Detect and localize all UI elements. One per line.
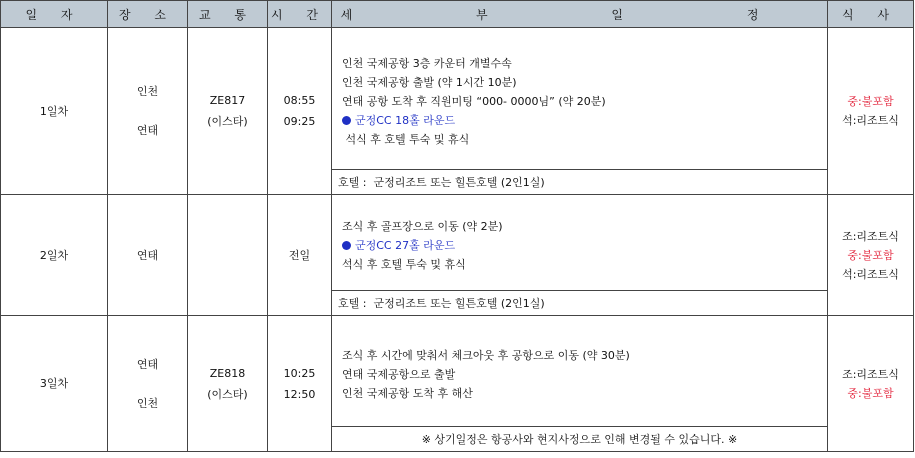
meal-cell	[828, 195, 914, 316]
transport-cell-line: ZE818	[209, 366, 246, 380]
schedule-item	[342, 365, 817, 384]
schedule-lines	[332, 195, 827, 291]
meal-item: 조:리조트식	[842, 229, 899, 243]
header-time: 시 간	[268, 1, 332, 28]
bullet-dot-icon	[342, 241, 351, 250]
place-cell-line: 인천	[136, 396, 159, 410]
hotel-row	[332, 291, 827, 316]
schedule-item	[342, 130, 817, 149]
schedule-item-text: 군정CC 27홀 라운드	[355, 239, 456, 252]
schedule-lines-row	[332, 28, 827, 170]
schedule-item-text: 군정CC 18홀 라운드	[355, 114, 456, 127]
time-cell-line: 전일	[288, 248, 311, 262]
schedule-item	[342, 73, 817, 92]
header-place: 장 소	[108, 1, 188, 28]
schedule-item-text: 인천 국제공항 출발 (약 1시간 10분)	[342, 76, 517, 89]
day-label: 2일차	[1, 195, 108, 316]
schedule-item-text: 조식 후 시간에 맞춰서 체크아웃 후 공항으로 이동 (약 30분)	[342, 348, 630, 362]
header-meal: 식 사	[828, 1, 914, 28]
transport-cell-line: (이스타)	[207, 115, 248, 128]
schedule-lines-row	[332, 195, 827, 291]
bullet-dot-icon	[342, 116, 351, 125]
schedule-item-text: 조식 후 골프장으로 이동 (약 2분)	[342, 220, 503, 233]
header-transport: 교 통	[188, 1, 268, 28]
schedule-item	[342, 54, 817, 73]
meal-item: 조:리조트식	[842, 367, 899, 381]
schedule-item	[342, 92, 817, 111]
day-row	[1, 316, 914, 452]
time-cell	[268, 28, 332, 195]
golf-round-item	[342, 111, 817, 130]
meal-cell	[828, 28, 914, 195]
schedule-inner	[332, 316, 827, 451]
itinerary-notice: ※ 상기일정은 항공사와 현지사정으로 인해 변경될 수 있습니다. ※	[332, 427, 827, 452]
schedule-item	[342, 346, 817, 365]
schedule-item-text: 석식 후 호텔 투숙 및 휴식	[342, 133, 470, 146]
golf-round-item	[342, 236, 817, 255]
schedule-cell	[332, 195, 828, 316]
meal-item: 석:리조트식	[842, 114, 899, 127]
schedule-item	[342, 384, 817, 403]
hotel-info: 호텔 : 군정리조트 또는 힐튼호텔 (2인1실)	[332, 291, 827, 316]
schedule-inner	[332, 195, 827, 315]
place-cell-line: 연태	[136, 357, 159, 371]
note-row	[332, 427, 827, 452]
transport-cell	[188, 316, 268, 452]
schedule-item-text: 연태 공항 도착 후 직원미팅 “000- 0000님” (약 20분)	[342, 95, 606, 108]
place-cell-line: 연태	[136, 124, 159, 137]
place-cell-line: 인천	[136, 85, 159, 98]
header-schedule: 세 부 일 정	[332, 1, 828, 28]
schedule-lines-row	[332, 316, 827, 427]
day-row	[1, 28, 914, 195]
schedule-cell	[332, 28, 828, 195]
schedule-item-text: 인천 국제공항 3층 카운터 개별수속	[342, 57, 512, 70]
hotel-info: 호텔 : 군정리조트 또는 힐튼호텔 (2인1실)	[332, 170, 827, 195]
schedule-item	[342, 255, 817, 274]
schedule-cell	[332, 316, 828, 452]
header-row	[1, 1, 914, 28]
schedule-item-text: 인천 국제공항 도착 후 해산	[342, 386, 473, 400]
place-cell	[108, 195, 188, 316]
day-row	[1, 195, 914, 316]
schedule-item-text: 연태 국제공항으로 출발	[342, 367, 456, 381]
meal-excluded: 중:불포함	[847, 386, 894, 400]
time-cell	[268, 316, 332, 452]
meal-cell	[828, 316, 914, 452]
time-cell-line: 10:25	[283, 366, 316, 380]
meal-item: 석:리조트식	[842, 267, 899, 281]
time-cell-line: 08:55	[283, 94, 316, 107]
schedule-inner	[332, 28, 827, 194]
schedule-lines	[332, 316, 827, 427]
place-cell-line: 연태	[136, 248, 159, 262]
header-day: 일 자	[1, 1, 108, 28]
meal-excluded: 중:불포함	[847, 95, 894, 108]
schedule-item	[342, 217, 817, 236]
place-cell	[108, 28, 188, 195]
place-cell	[108, 316, 188, 452]
time-cell	[268, 195, 332, 316]
schedule-item-text: 석식 후 호텔 투숙 및 휴식	[342, 258, 466, 271]
hotel-row	[332, 170, 827, 195]
schedule-lines	[332, 28, 827, 170]
transport-cell	[188, 28, 268, 195]
meal-excluded: 중:불포함	[847, 248, 894, 262]
transport-cell-line: ZE817	[209, 94, 246, 107]
time-cell-line: 12:50	[283, 387, 316, 401]
time-cell-line: 09:25	[283, 115, 316, 128]
day-label: 1일차	[1, 28, 108, 195]
transport-cell	[188, 195, 268, 316]
day-label: 3일차	[1, 316, 108, 452]
transport-cell-line: (이스타)	[207, 387, 248, 401]
